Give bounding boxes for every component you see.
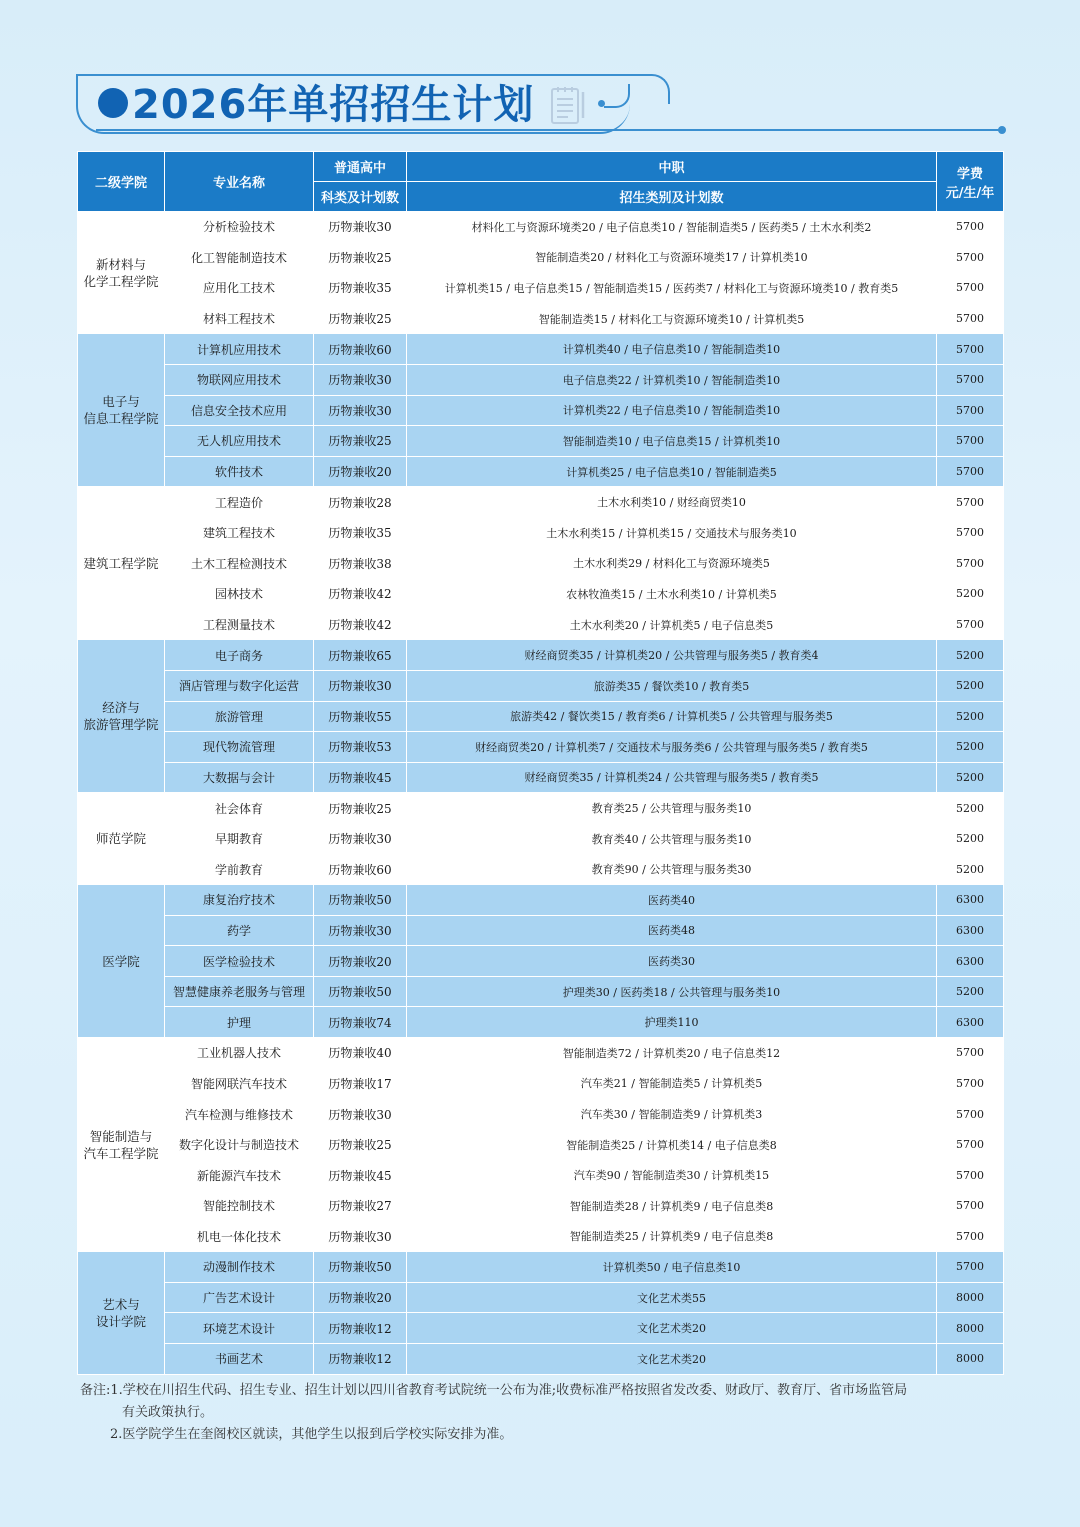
table-row (78, 487, 1004, 518)
table-row (78, 854, 1004, 885)
fee-cell: 5700 (937, 1129, 1004, 1160)
general-plan-cell: 历物兼收25 (314, 793, 407, 824)
major-cell: 康复治疗技术 (165, 885, 314, 916)
vocational-plan-cell: 教育类25 / 公共管理与服务类10 (407, 793, 937, 824)
major-cell: 智能网联汽车技术 (165, 1068, 314, 1099)
vocational-plan-cell: 文化艺术类55 (407, 1282, 937, 1313)
header-vocational: 中职 (407, 152, 937, 182)
table-row (78, 732, 1004, 763)
fee-cell: 6300 (937, 915, 1004, 946)
general-plan-cell: 历物兼收25 (314, 242, 407, 273)
major-cell: 广告艺术设计 (165, 1282, 314, 1313)
notepad-icon (548, 84, 588, 126)
table-row (78, 640, 1004, 671)
major-cell: 工业机器人技术 (165, 1038, 314, 1069)
vocational-plan-cell: 教育类40 / 公共管理与服务类10 (407, 823, 937, 854)
general-plan-cell: 历物兼收65 (314, 640, 407, 671)
general-plan-cell: 历物兼收20 (314, 946, 407, 977)
table-row (78, 548, 1004, 579)
table-row (78, 1343, 1004, 1374)
vocational-plan-cell: 计算机类50 / 电子信息类10 (407, 1252, 937, 1283)
fee-cell: 5700 (937, 609, 1004, 640)
vocational-plan-cell: 医药类40 (407, 885, 937, 916)
major-cell: 护理 (165, 1007, 314, 1038)
vocational-plan-cell: 教育类90 / 公共管理与服务类30 (407, 854, 937, 885)
table-row (78, 1129, 1004, 1160)
vocational-plan-cell: 智能制造类25 / 计算机类14 / 电子信息类8 (407, 1129, 937, 1160)
fee-cell: 8000 (937, 1282, 1004, 1313)
fee-cell: 6300 (937, 1007, 1004, 1038)
general-plan-cell: 历物兼收28 (314, 487, 407, 518)
table-row (78, 395, 1004, 426)
vocational-plan-cell: 财经商贸类35 / 计算机类20 / 公共管理与服务类5 / 教育类4 (407, 640, 937, 671)
notes (80, 1380, 1010, 1446)
fee-cell: 5200 (937, 762, 1004, 793)
general-plan-cell: 历物兼收60 (314, 334, 407, 365)
general-plan-cell: 历物兼收30 (314, 670, 407, 701)
vocational-plan-cell: 文化艺术类20 (407, 1313, 937, 1344)
major-cell: 智能控制技术 (165, 1191, 314, 1222)
major-cell: 物联网应用技术 (165, 364, 314, 395)
table-row (78, 1282, 1004, 1313)
vocational-plan-cell: 汽车类21 / 智能制造类5 / 计算机类5 (407, 1068, 937, 1099)
general-plan-cell: 历物兼收20 (314, 1282, 407, 1313)
table-row (78, 456, 1004, 487)
general-plan-cell: 历物兼收25 (314, 1129, 407, 1160)
vocational-plan-cell: 智能制造类28 / 计算机类9 / 电子信息类8 (407, 1191, 937, 1222)
general-plan-cell: 历物兼收35 (314, 517, 407, 548)
general-plan-cell: 历物兼收50 (314, 1252, 407, 1283)
college-cell: 经济与 旅游管理学院 (78, 640, 165, 793)
fee-cell: 8000 (937, 1343, 1004, 1374)
header-major: 专业名称 (165, 152, 314, 212)
major-cell: 计算机应用技术 (165, 334, 314, 365)
vocational-plan-cell: 材料化工与资源环境类20 / 电子信息类10 / 智能制造类5 / 医药类5 / 土木水利类2 (407, 212, 937, 243)
major-cell: 数字化设计与制造技术 (165, 1129, 314, 1160)
header-fee (937, 152, 1004, 212)
major-cell: 新能源汽车技术 (165, 1160, 314, 1191)
table-row (78, 823, 1004, 854)
vocational-plan-cell: 计算机类25 / 电子信息类10 / 智能制造类5 (407, 456, 937, 487)
vocational-plan-cell: 旅游类42 / 餐饮类15 / 教育类6 / 计算机类5 / 公共管理与服务类5 (407, 701, 937, 732)
general-plan-cell: 历物兼收38 (314, 548, 407, 579)
fee-cell: 5200 (937, 732, 1004, 763)
table-row (78, 885, 1004, 916)
general-plan-cell: 历物兼收27 (314, 1191, 407, 1222)
fee-cell: 5200 (937, 701, 1004, 732)
table-row (78, 1038, 1004, 1069)
fee-cell: 5700 (937, 364, 1004, 395)
fee-cell: 5700 (937, 426, 1004, 457)
vocational-plan-cell: 财经商贸类35 / 计算机类24 / 公共管理与服务类5 / 教育类5 (407, 762, 937, 793)
table-row (78, 946, 1004, 977)
major-cell: 大数据与会计 (165, 762, 314, 793)
fee-cell: 6300 (937, 946, 1004, 977)
header-general-high: 普通高中 (314, 152, 407, 182)
vocational-plan-cell: 智能制造类20 / 材料化工与资源环境类17 / 计算机类10 (407, 242, 937, 273)
table-row (78, 1099, 1004, 1130)
note-line-1-cont: 有关政策执行。 (122, 1405, 214, 1420)
general-plan-cell: 历物兼收53 (314, 732, 407, 763)
vocational-plan-cell: 汽车类30 / 智能制造类9 / 计算机类3 (407, 1099, 937, 1130)
vocational-plan-cell: 医药类30 (407, 946, 937, 977)
major-cell: 社会体育 (165, 793, 314, 824)
fee-cell: 5700 (937, 1191, 1004, 1222)
fee-cell: 5700 (937, 334, 1004, 365)
general-plan-cell: 历物兼收12 (314, 1343, 407, 1374)
fee-cell: 8000 (937, 1313, 1004, 1344)
general-plan-cell: 历物兼收60 (314, 854, 407, 885)
table-row (78, 1191, 1004, 1222)
vocational-plan-cell: 护理类110 (407, 1007, 937, 1038)
table-row (78, 976, 1004, 1007)
fee-cell: 5200 (937, 793, 1004, 824)
fee-cell: 5700 (937, 1252, 1004, 1283)
table-row (78, 1160, 1004, 1191)
title-underline-dot (998, 126, 1006, 134)
fee-cell: 5700 (937, 273, 1004, 304)
major-cell: 药学 (165, 915, 314, 946)
major-cell: 化工智能制造技术 (165, 242, 314, 273)
general-plan-cell: 历物兼收42 (314, 579, 407, 610)
table-row (78, 670, 1004, 701)
table-row (78, 762, 1004, 793)
fee-cell: 5200 (937, 579, 1004, 610)
table-row (78, 1221, 1004, 1252)
vocational-plan-cell: 智能制造类72 / 计算机类20 / 电子信息类12 (407, 1038, 937, 1069)
table-body (78, 212, 1004, 1375)
header-vocational-sub: 招生类别及计划数 (407, 182, 937, 212)
major-cell: 园林技术 (165, 579, 314, 610)
header-fee-line2: 元/生/年 (945, 185, 995, 201)
major-cell: 工程造价 (165, 487, 314, 518)
vocational-plan-cell: 护理类30 / 医药类18 / 公共管理与服务类10 (407, 976, 937, 1007)
major-cell: 汽车检测与维修技术 (165, 1099, 314, 1130)
fee-cell: 5700 (937, 1038, 1004, 1069)
general-plan-cell: 历物兼收30 (314, 1099, 407, 1130)
vocational-plan-cell: 电子信息类22 / 计算机类10 / 智能制造类10 (407, 364, 937, 395)
major-cell: 电子商务 (165, 640, 314, 671)
general-plan-cell: 历物兼收30 (314, 823, 407, 854)
general-plan-cell: 历物兼收17 (314, 1068, 407, 1099)
vocational-plan-cell: 旅游类35 / 餐饮类10 / 教育类5 (407, 670, 937, 701)
college-cell: 艺术与 设计学院 (78, 1252, 165, 1374)
fee-cell: 5700 (937, 487, 1004, 518)
fee-cell: 5700 (937, 395, 1004, 426)
college-cell: 智能制造与 汽车工程学院 (78, 1038, 165, 1252)
vocational-plan-cell: 智能制造类15 / 材料化工与资源环境类10 / 计算机类5 (407, 303, 937, 334)
table-row (78, 1313, 1004, 1344)
vocational-plan-cell: 汽车类90 / 智能制造类30 / 计算机类15 (407, 1160, 937, 1191)
major-cell: 智慧健康养老服务与管理 (165, 976, 314, 1007)
fee-cell: 5700 (937, 242, 1004, 273)
table-row (78, 242, 1004, 273)
major-cell: 学前教育 (165, 854, 314, 885)
table-row (78, 579, 1004, 610)
vocational-plan-cell: 文化艺术类20 (407, 1343, 937, 1374)
major-cell: 应用化工技术 (165, 273, 314, 304)
vocational-plan-cell: 土木水利类29 / 材料化工与资源环境类5 (407, 548, 937, 579)
header-college: 二级学院 (78, 152, 165, 212)
table-row (78, 701, 1004, 732)
college-cell: 新材料与 化学工程学院 (78, 212, 165, 334)
table-row (78, 793, 1004, 824)
major-cell: 建筑工程技术 (165, 517, 314, 548)
major-cell: 信息安全技术应用 (165, 395, 314, 426)
vocational-plan-cell: 智能制造类10 / 电子信息类15 / 计算机类10 (407, 426, 937, 457)
table-row (78, 364, 1004, 395)
header-fee-line1: 学费 (956, 166, 983, 182)
college-cell: 医学院 (78, 885, 165, 1038)
fee-cell: 5700 (937, 303, 1004, 334)
general-plan-cell: 历物兼收30 (314, 1221, 407, 1252)
general-plan-cell: 历物兼收35 (314, 273, 407, 304)
fee-cell: 5700 (937, 1221, 1004, 1252)
major-cell: 酒店管理与数字化运营 (165, 670, 314, 701)
page-title: 2026年单招招生计划 (132, 82, 535, 128)
fee-cell: 5200 (937, 640, 1004, 671)
college-cell: 建筑工程学院 (78, 487, 165, 640)
title-bullet (98, 88, 128, 118)
note-line-2: 2.医学院学生在奎阁校区就读，其他学生以报到后学校实际安排为准。 (110, 1427, 513, 1442)
general-plan-cell: 历物兼收30 (314, 212, 407, 243)
fee-cell: 6300 (937, 885, 1004, 916)
fee-cell: 5200 (937, 670, 1004, 701)
general-plan-cell: 历物兼收50 (314, 885, 407, 916)
major-cell: 早期教育 (165, 823, 314, 854)
general-plan-cell: 历物兼收40 (314, 1038, 407, 1069)
fee-cell: 5700 (937, 1068, 1004, 1099)
general-plan-cell: 历物兼收42 (314, 609, 407, 640)
table-row (78, 426, 1004, 457)
major-cell: 环境艺术设计 (165, 1313, 314, 1344)
fee-cell: 5700 (937, 548, 1004, 579)
fee-cell: 5200 (937, 854, 1004, 885)
table-row (78, 1252, 1004, 1283)
fee-cell: 5200 (937, 823, 1004, 854)
table-row (78, 609, 1004, 640)
vocational-plan-cell: 土木水利类10 / 财经商贸类10 (407, 487, 937, 518)
major-cell: 无人机应用技术 (165, 426, 314, 457)
major-cell: 工程测量技术 (165, 609, 314, 640)
general-plan-cell: 历物兼收74 (314, 1007, 407, 1038)
general-plan-cell: 历物兼收45 (314, 762, 407, 793)
major-cell: 动漫制作技术 (165, 1252, 314, 1283)
fee-cell: 5700 (937, 1160, 1004, 1191)
table-row (78, 273, 1004, 304)
general-plan-cell: 历物兼收30 (314, 395, 407, 426)
fee-cell: 5700 (937, 212, 1004, 243)
major-cell: 医学检验技术 (165, 946, 314, 977)
vocational-plan-cell: 智能制造类25 / 计算机类9 / 电子信息类8 (407, 1221, 937, 1252)
vocational-plan-cell: 土木水利类20 / 计算机类5 / 电子信息类5 (407, 609, 937, 640)
general-plan-cell: 历物兼收30 (314, 364, 407, 395)
major-cell: 软件技术 (165, 456, 314, 487)
major-cell: 书画艺术 (165, 1343, 314, 1374)
fee-cell: 5200 (937, 976, 1004, 1007)
general-plan-cell: 历物兼收50 (314, 976, 407, 1007)
general-plan-cell: 历物兼收45 (314, 1160, 407, 1191)
table-row (78, 1068, 1004, 1099)
enrollment-plan-table (77, 151, 1004, 1375)
general-plan-cell: 历物兼收12 (314, 1313, 407, 1344)
major-cell: 现代物流管理 (165, 732, 314, 763)
major-cell: 机电一体化技术 (165, 1221, 314, 1252)
fee-cell: 5700 (937, 1099, 1004, 1130)
vocational-plan-cell: 财经商贸类20 / 计算机类7 / 交通技术与服务类6 / 公共管理与服务类5 / 教育类5 (407, 732, 937, 763)
major-cell: 旅游管理 (165, 701, 314, 732)
table-row (78, 1007, 1004, 1038)
vocational-plan-cell: 医药类48 (407, 915, 937, 946)
major-cell: 材料工程技术 (165, 303, 314, 334)
note-line-1: 备注:1.学校在川招生代码、招生专业、招生计划以四川省教育考试院统一公布为准;收费标准严格按照省发改委、财政厅、教育厅、省市场监管局 (80, 1383, 908, 1398)
fee-cell: 5700 (937, 517, 1004, 548)
table-row (78, 334, 1004, 365)
college-cell: 师范学院 (78, 793, 165, 885)
major-cell: 分析检验技术 (165, 212, 314, 243)
fee-cell: 5700 (937, 456, 1004, 487)
vocational-plan-cell: 土木水利类15 / 计算机类15 / 交通技术与服务类10 (407, 517, 937, 548)
title-decoration-dot (598, 100, 605, 107)
vocational-plan-cell: 计算机类40 / 电子信息类10 / 智能制造类10 (407, 334, 937, 365)
major-cell: 土木工程检测技术 (165, 548, 314, 579)
table-row (78, 915, 1004, 946)
general-plan-cell: 历物兼收25 (314, 303, 407, 334)
general-plan-cell: 历物兼收25 (314, 426, 407, 457)
general-plan-cell: 历物兼收30 (314, 915, 407, 946)
general-plan-cell: 历物兼收20 (314, 456, 407, 487)
college-cell: 电子与 信息工程学院 (78, 334, 165, 487)
general-plan-cell: 历物兼收55 (314, 701, 407, 732)
table-row (78, 212, 1004, 243)
table-row (78, 303, 1004, 334)
vocational-plan-cell: 农林牧渔类15 / 土木水利类10 / 计算机类5 (407, 579, 937, 610)
vocational-plan-cell: 计算机类22 / 电子信息类10 / 智能制造类10 (407, 395, 937, 426)
header-general-high-sub: 科类及计划数 (314, 182, 407, 212)
table-row (78, 517, 1004, 548)
vocational-plan-cell: 计算机类15 / 电子信息类15 / 智能制造类15 / 医药类7 / 材料化工与资源环境类10 / 教育类5 (407, 273, 937, 304)
